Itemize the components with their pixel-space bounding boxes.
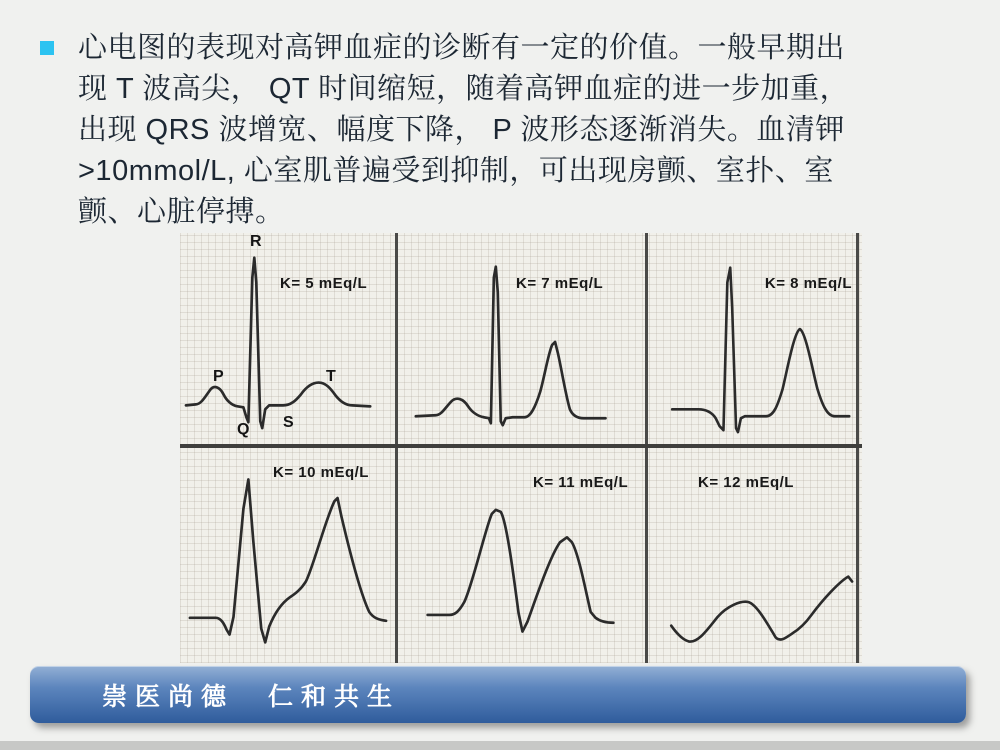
footer-motto-right: 仁和共生 (268, 682, 401, 711)
ecg-panel-k12 (648, 448, 856, 663)
s-wave-label: S (283, 414, 294, 431)
slide-bottom-edge (0, 741, 1000, 750)
bullet-paragraph (78, 28, 983, 233)
paragraph-line: 现 T 波高尖， QT 时间缩短，随着高钾血症的进一步加重， (78, 73, 850, 105)
ecg-figure (180, 233, 862, 663)
k-value-label: K= 7 mEq/L (516, 275, 604, 292)
ecg-panel-k10 (180, 448, 395, 663)
ecg-waveform (180, 233, 395, 444)
ecg-waveform (648, 233, 856, 444)
paragraph-line: 心电图的表现对高钾血症的诊断有一定的价值。一般早期出 (78, 32, 846, 64)
k-value-label: K= 11 mEq/L (533, 474, 629, 491)
footer-banner (30, 666, 966, 723)
p-wave-label: P (213, 368, 224, 385)
k-value-label: K= 10 mEq/L (273, 464, 369, 481)
ecg-waveform (398, 233, 645, 444)
r-wave-label: R (250, 233, 262, 250)
paragraph-line: 颤、心脏停搏。 (78, 196, 285, 228)
paragraph-line: >10mmol/L, 心室肌普遍受到抑制，可出现房颤、室扑、室 (78, 155, 834, 187)
bullet-square-icon (40, 41, 54, 55)
k-value-label: K= 12 mEq/L (698, 474, 794, 491)
q-wave-label: Q (237, 421, 250, 438)
figure-right-border (856, 233, 859, 663)
k-value-label: K= 8 mEq/L (764, 275, 852, 292)
ecg-panel-k11 (398, 448, 645, 663)
footer-motto-left: 崇医尚德 (102, 682, 235, 711)
k-value-label: K= 5 mEq/L (280, 275, 368, 292)
t-wave-label: T (326, 368, 336, 385)
ecg-panel-k8 (648, 233, 856, 444)
ecg-panel-k5 (180, 233, 395, 444)
paragraph-line: 出现 QRS 波增宽、幅度下降， P 波形态逐渐消失。血清钾 (78, 114, 845, 146)
ecg-panel-k7 (398, 233, 645, 444)
